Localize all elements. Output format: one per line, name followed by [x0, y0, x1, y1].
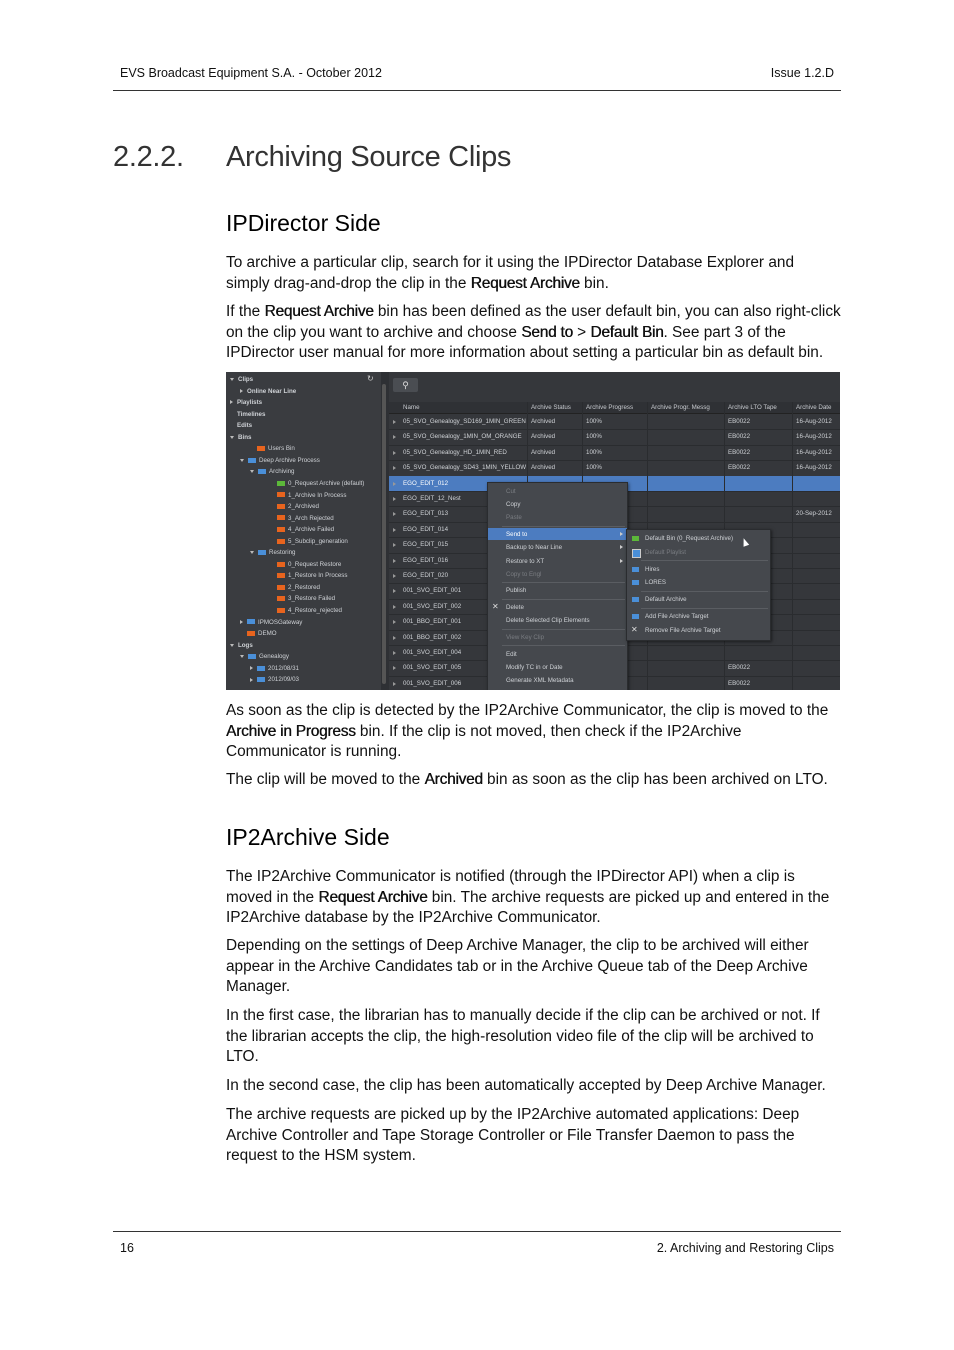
tree-node-label: Logs: [238, 641, 253, 649]
collapse-arrow-icon[interactable]: [240, 389, 243, 393]
folder-icon: [257, 666, 265, 671]
menu-item[interactable]: [488, 661, 627, 673]
menu-item[interactable]: [488, 584, 627, 596]
row-expand-icon[interactable]: [393, 574, 396, 578]
folder-icon: [277, 504, 285, 509]
tree-node-label: Clips: [238, 376, 254, 383]
tree-node-label: DEMO: [258, 630, 277, 638]
table-cell: Archived: [531, 448, 556, 456]
header-left: EVS Broadcast Equipment S.A. - October 2012: [120, 66, 382, 80]
tree-node-label: 4_Restore_rejected: [288, 607, 343, 614]
submenu-item-label: Default Archive: [645, 596, 687, 604]
menu-item[interactable]: [488, 528, 627, 540]
row-expand-icon[interactable]: [393, 589, 396, 593]
tree-node[interactable]: [270, 480, 364, 488]
table-cell: EGO_EDIT_016: [403, 556, 449, 564]
menu-separator: [502, 629, 625, 630]
tree-node-label: 3_Arch Rejected: [288, 514, 334, 522]
table-cell: EB0022: [728, 418, 751, 425]
row-expand-icon[interactable]: [393, 451, 396, 455]
column-header-cell[interactable]: Archive Status: [531, 404, 571, 411]
table-row[interactable]: [389, 414, 840, 430]
table-cell: 100%: [586, 464, 602, 472]
table-cell: EGO_EDIT_012: [403, 479, 449, 487]
menu-separator: [641, 560, 768, 561]
expand-arrow-icon[interactable]: [230, 436, 234, 439]
tree-node-label: Online Near Line: [247, 387, 297, 395]
search-icon[interactable]: ⚲: [393, 378, 418, 392]
menu-item-label: Cut: [506, 488, 516, 495]
tree-node-label: 2012/08/31: [268, 664, 299, 672]
folder-icon: [277, 539, 285, 544]
table-cell: 05_SVO_Genealogy_1MIN_OM_ORANGE: [403, 433, 522, 441]
folder-icon: [277, 515, 285, 520]
tree-node-label: Users Bin: [268, 445, 295, 453]
row-expand-icon[interactable]: [393, 666, 396, 670]
menu-separator: [502, 645, 625, 646]
paragraph: If the Request Archive bin has been defined as the user default bin, you can also right-click on the clip you want to archive and choose Send to > Default Bin. See part 3 of the IPDirector user manual for more information about setting a particular bin as default bin.: [226, 303, 841, 361]
submenu-item[interactable]: [627, 576, 770, 588]
paragraph: In the first case, the librarian has to manually decide if the clip can be archived or not. If the librarian accepts the clip, the high-resolution video file of the clip will be archived to LTO.: [226, 1007, 820, 1065]
menu-item[interactable]: [488, 648, 627, 660]
table-cell: 001_SVO_EDIT_006: [403, 679, 462, 687]
paragraph: The clip will be moved to the Archived bin as soon as the clip has been archived on LTO.: [226, 771, 828, 788]
tree-node-label: 2012/09/03: [268, 676, 299, 684]
table-cell: 001_SVO_EDIT_002: [403, 602, 462, 610]
expand-arrow-icon[interactable]: [230, 644, 234, 647]
table-cell: EB0022: [728, 464, 751, 472]
tree-node[interactable]: [230, 434, 251, 442]
menu-item[interactable]: [488, 541, 627, 553]
row-expand-icon[interactable]: [393, 651, 396, 655]
column-header-cell[interactable]: Archive Progress: [586, 404, 634, 411]
paragraph: In the second case, the clip has been automatically accepted by Deep Archive Manager.: [226, 1077, 826, 1094]
table-cell: 100%: [586, 433, 602, 441]
tree-node-label: 3_Restore Failed: [288, 595, 336, 603]
menu-item-label: Backup to Near Line: [506, 544, 563, 552]
table-cell: 05_SVO_Genealogy_SD43_1MIN_YELLOW: [403, 464, 527, 472]
menu-item-label: Delete Selected Clip Elements: [506, 617, 590, 625]
row-expand-icon[interactable]: [393, 605, 396, 609]
tree-node[interactable]: [250, 445, 295, 453]
tree-node-label: 2_Archived: [288, 503, 319, 511]
table-row[interactable]: [389, 460, 840, 476]
table-cell: EB0022: [728, 664, 751, 672]
menu-item[interactable]: [488, 555, 627, 567]
tree-node-label: 2_Restored: [288, 583, 320, 591]
bin-tree: [226, 372, 381, 690]
tree-node[interactable]: [270, 492, 346, 500]
paragraph: As soon as the clip is detected by the IP2Archive Communicator, the clip is moved to the Archive in Progress bin. If the clip is not moved, then check if the IP2Archive Communicator is running.: [226, 702, 829, 760]
submenu-item-label: Default Playlist: [645, 548, 686, 556]
section-number: 2.2.2.: [113, 141, 184, 173]
table-cell: EB0022: [728, 679, 751, 687]
menu-separator: [502, 526, 625, 527]
table-cell: EGO_EDIT_013: [403, 510, 449, 518]
column-header-cell[interactable]: Archive Date: [796, 404, 832, 411]
table-cell: 05_SVO_Genealogy_SD169_1MIN_GREEN: [403, 418, 526, 425]
folder-icon: [258, 550, 266, 555]
tree-node-label: 4_Archive Failed: [288, 526, 335, 534]
column-header-cell[interactable]: Archive Progr. Messg: [651, 404, 710, 411]
folder-icon: [258, 469, 266, 474]
tree-node[interactable]: [250, 468, 294, 476]
tree-scrollbar[interactable]: [382, 384, 386, 684]
folder-icon: [247, 631, 255, 636]
folder-icon: [277, 573, 285, 578]
folder-icon: [248, 458, 256, 463]
expand-arrow-icon[interactable]: [250, 551, 254, 554]
folder-icon: [277, 562, 285, 567]
table-cell: Archived: [531, 433, 556, 441]
row-expand-icon[interactable]: [393, 682, 396, 686]
paragraph: The IP2Archive Communicator is notified (through the IPDirector API) when a clip is moved in the Request Archive bin. The archive requests are picked up and entered in the IP2Archive database by the IP2Archive Communicator.: [226, 868, 830, 926]
menu-item-label: Restore to XT: [506, 557, 545, 565]
heading-ipdirector: IPDirector Side: [226, 210, 381, 236]
menu-item[interactable]: [488, 568, 627, 580]
row-expand-icon[interactable]: [393, 559, 396, 563]
submenu-arrow-icon: [620, 532, 623, 536]
folder-icon: [257, 677, 265, 682]
send-to-submenu: [626, 529, 771, 641]
expand-arrow-icon[interactable]: [250, 470, 254, 473]
tree-node-label: 5_Subclip_generation: [288, 537, 348, 545]
menu-item[interactable]: [488, 614, 627, 626]
submenu-item-label: Hires: [645, 565, 660, 573]
tree-node-label: Restoring: [269, 549, 296, 557]
row-expand-icon[interactable]: [393, 512, 396, 516]
table-cell: 001_SVO_EDIT_004: [403, 649, 462, 656]
tree-node[interactable]: [270, 607, 342, 615]
tree-node[interactable]: [270, 561, 341, 569]
table-row[interactable]: [389, 445, 840, 461]
column-header: [389, 402, 840, 414]
menu-item-label: Generate XML Metadata: [506, 677, 574, 685]
table-cell: 001_SVO_EDIT_001: [403, 587, 462, 595]
table-cell: 16-Aug-2012: [796, 448, 832, 456]
tree-node[interactable]: [270, 526, 334, 534]
table-cell: 16-Aug-2012: [796, 433, 832, 441]
folder-icon: [632, 567, 639, 572]
close-icon: ✕: [492, 602, 499, 612]
tree-node-label: Deep Archive Process: [259, 456, 320, 464]
row-expand-icon[interactable]: [393, 497, 396, 501]
page-number: 16: [120, 1241, 134, 1255]
collapse-arrow-icon[interactable]: [240, 620, 243, 624]
submenu-item[interactable]: [627, 563, 770, 575]
menu-separator: [641, 591, 768, 592]
menu-item[interactable]: [488, 631, 627, 643]
tree-node[interactable]: [240, 653, 289, 661]
folder-icon: [277, 492, 285, 497]
tree-node[interactable]: [230, 422, 252, 430]
tree-node[interactable]: [270, 584, 320, 592]
menu-item-label: Modify TC in or Date: [506, 663, 563, 671]
table-cell: EGO_EDIT_020: [403, 572, 449, 579]
heading-ip2archive: IP2Archive Side: [226, 824, 390, 850]
table-cell: EGO_EDIT_014: [403, 525, 449, 533]
submenu-item[interactable]: [627, 610, 770, 622]
tree-node-label: 1_Archive In Process: [288, 491, 347, 499]
table-cell: 001_BBO_EDIT_001: [403, 618, 462, 626]
row-expand-icon[interactable]: [393, 636, 396, 640]
tree-node-label: Archiving: [269, 468, 295, 476]
folder-icon: [277, 585, 285, 590]
tree-node-label: Edits: [237, 422, 253, 430]
tree-node-label: Genealogy: [259, 653, 289, 661]
header-right: Issue 1.2.D: [770, 66, 834, 80]
tree-node[interactable]: [240, 619, 302, 627]
row-expand-icon[interactable]: [393, 528, 396, 532]
tree-node-label: IPMOSGateway: [258, 618, 303, 626]
collapse-arrow-icon[interactable]: [230, 400, 233, 404]
menu-item[interactable]: [488, 511, 627, 523]
table-cell: EB0022: [728, 448, 751, 456]
submenu-item[interactable]: [627, 593, 770, 605]
section-title-text: Archiving Source Clips: [226, 141, 512, 173]
tree-node-label: Timelines: [237, 410, 266, 418]
expand-arrow-icon[interactable]: [230, 378, 234, 381]
section-title: [113, 141, 511, 174]
table-cell: 20-Sep-2012: [796, 510, 832, 518]
tree-node[interactable]: [270, 595, 335, 603]
context-menu: [487, 482, 628, 690]
menu-item-label: Edit: [506, 650, 517, 658]
menu-item-label: Delete: [506, 604, 524, 612]
playlist-icon: [632, 549, 641, 558]
tree-node-label: Bins: [238, 433, 252, 441]
tree-node[interactable]: [240, 388, 296, 396]
submenu-item-label: Remove File Archive Target: [645, 626, 721, 634]
tree-node[interactable]: [230, 642, 253, 650]
submenu-item[interactable]: [627, 624, 770, 636]
tree-node[interactable]: [270, 515, 334, 523]
tree-node[interactable]: [250, 549, 295, 557]
tree-node-label: Playlists: [237, 399, 263, 407]
table-cell: EGO_EDIT_015: [403, 541, 449, 549]
menu-separator: [502, 599, 625, 600]
tree-node[interactable]: [230, 411, 265, 419]
menu-item[interactable]: [488, 674, 627, 686]
column-divider: [792, 402, 793, 690]
paragraph: To archive a particular clip, search for it using the IPDirector Database Explorer and simply drag-and-drop the clip in the Request Archive bin.: [226, 254, 795, 292]
tree-node[interactable]: [240, 630, 277, 638]
row-expand-icon[interactable]: [393, 420, 396, 424]
submenu-item-label: Default Bin (0_Request Archive): [645, 535, 734, 542]
row-expand-icon[interactable]: [393, 620, 396, 624]
tree-node[interactable]: [250, 676, 299, 684]
folder-icon: [632, 597, 639, 602]
column-header-cell[interactable]: Archive LTO Tape: [728, 404, 777, 411]
tree-node[interactable]: [230, 376, 253, 384]
table-cell: Archived: [531, 464, 556, 472]
folder-icon: [247, 619, 255, 624]
tree-node[interactable]: [270, 503, 319, 511]
table-cell: 05_SVO_Genealogy_HD_1MIN_RED: [403, 448, 507, 456]
table-cell: 100%: [586, 418, 602, 425]
table-cell: 16-Aug-2012: [796, 418, 832, 425]
submenu-item[interactable]: [627, 546, 770, 558]
folder-icon: [632, 580, 639, 585]
submenu-arrow-icon: [620, 545, 623, 549]
tree-node-label: 0_Request Archive (default): [288, 479, 365, 487]
refresh-icon: ↻: [367, 374, 374, 383]
menu-separator: [502, 582, 625, 583]
page-footer: [113, 1231, 841, 1262]
table-row[interactable]: [389, 429, 840, 445]
menu-item-label: Send to: [506, 531, 528, 539]
page-header: [113, 62, 841, 91]
table-cell: 001_BBO_EDIT_002: [403, 633, 462, 641]
row-expand-icon[interactable]: [393, 482, 396, 486]
table-cell: 001_SVO_EDIT_005: [403, 664, 462, 672]
collapse-arrow-icon[interactable]: [250, 666, 253, 670]
row-expand-icon[interactable]: [393, 435, 396, 439]
column-header-cell[interactable]: Name: [403, 404, 420, 411]
folder-icon: [277, 596, 285, 601]
menu-item-label: View Key Clip: [506, 634, 545, 641]
footer-chapter: 2. Archiving and Restoring Clips: [656, 1241, 834, 1255]
row-expand-icon[interactable]: [393, 543, 396, 547]
table-cell: Archived: [531, 418, 556, 425]
table-cell: 16-Aug-2012: [796, 464, 832, 472]
menu-item[interactable]: [488, 498, 627, 510]
menu-item-label: Paste: [506, 514, 522, 522]
tree-node[interactable]: [240, 457, 320, 465]
expand-arrow-icon[interactable]: [240, 655, 244, 658]
folder-icon: [277, 527, 285, 532]
row-expand-icon[interactable]: [393, 466, 396, 470]
menu-item-label: Publish: [506, 587, 527, 595]
menu-separator: [641, 608, 768, 609]
folder-icon: [248, 654, 256, 659]
table-cell: EGO_EDIT_12_Nest: [403, 495, 461, 502]
menu-item-label: Copy: [506, 501, 521, 509]
ipdirector-screenshot: [226, 372, 840, 690]
menu-item[interactable]: [488, 485, 627, 497]
folder-icon: [632, 536, 639, 541]
collapse-arrow-icon[interactable]: [250, 678, 253, 682]
expand-arrow-icon[interactable]: [240, 459, 244, 462]
folder-icon: [277, 608, 285, 613]
tree-node[interactable]: [250, 665, 299, 673]
menu-item[interactable]: [488, 601, 627, 613]
tree-node-label: 1_Restore In Process: [288, 572, 348, 580]
menu-item-label: Copy to Engl: [506, 570, 542, 578]
tree-node[interactable]: [270, 538, 348, 546]
table-cell: EB0022: [728, 433, 751, 441]
paragraph: The archive requests are picked up by the IP2Archive automated applications: Deep Archive Controller and Tape Storage Controller or File Transfer Daemon to pass the request to the HSM system.: [226, 1106, 800, 1164]
folder-icon: [632, 614, 639, 619]
tree-node[interactable]: [270, 572, 348, 580]
paragraph: Depending on the settings of Deep Archive Manager, the clip to be archived will either appear in the Archive Candidates tab or in the Archive Queue tab of the Deep Archive Manager.: [226, 937, 809, 995]
submenu-item-label: LORES: [645, 579, 666, 587]
table-cell: 100%: [586, 448, 602, 456]
folder-icon: [277, 481, 285, 486]
submenu-item-label: Add File Archive Target: [645, 613, 709, 621]
tree-node[interactable]: [230, 399, 262, 407]
tree-node-label: 0_Request Restore: [288, 560, 342, 568]
close-icon: ✕: [631, 624, 638, 634]
folder-icon: [257, 446, 265, 451]
submenu-arrow-icon: [620, 559, 623, 563]
